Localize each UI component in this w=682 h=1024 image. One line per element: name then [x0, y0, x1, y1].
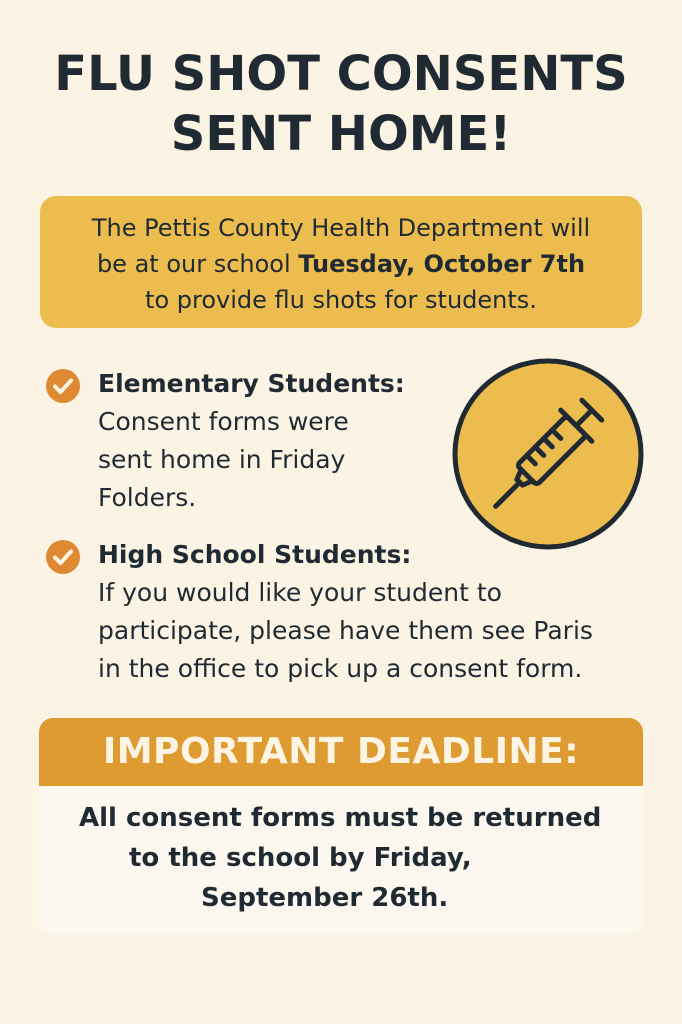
- elementary-line-3: Folders.: [98, 483, 197, 512]
- check-circle-icon: [46, 369, 80, 403]
- high-school-line-3: in the office to pick up a consent form.: [98, 654, 583, 683]
- title-line-1: FLU SHOT CONSENTS: [54, 46, 628, 102]
- elementary-line-1: Consent forms were: [98, 407, 349, 436]
- high-school-line-2: participate, please have them see Paris: [98, 616, 593, 645]
- title-line-2: SENT HOME!: [170, 106, 512, 162]
- intro-line-1: The Pettis County Health Department will: [91, 214, 591, 242]
- high-school-line-1: If you would like your student to: [98, 578, 502, 607]
- syringe-icon: [452, 358, 644, 550]
- intro-line-2: [40, 246, 642, 282]
- elementary-text: [98, 365, 405, 517]
- deadline-line-1: All consent forms must be returned: [79, 803, 602, 833]
- deadline-line-2: to the school by Friday,: [129, 843, 472, 873]
- high-school-text: [98, 536, 593, 688]
- high-school-heading: High School Students:: [98, 540, 412, 569]
- deadline-header: IMPORTANT DEADLINE:: [39, 718, 643, 786]
- check-circle-icon: [46, 540, 80, 574]
- intro-banner: [40, 196, 642, 328]
- intro-line-3: to provide flu shots for students.: [145, 286, 537, 314]
- elementary-heading: Elementary Students:: [98, 369, 405, 398]
- page-title: [0, 44, 682, 164]
- intro-line-2-regular: be at our school: [96, 250, 299, 278]
- elementary-line-2: sent home in Friday: [98, 445, 346, 474]
- deadline-line-3: September 26th.: [201, 883, 449, 913]
- intro-date: Tuesday, October 7th: [298, 250, 586, 278]
- deadline-card: [39, 718, 643, 934]
